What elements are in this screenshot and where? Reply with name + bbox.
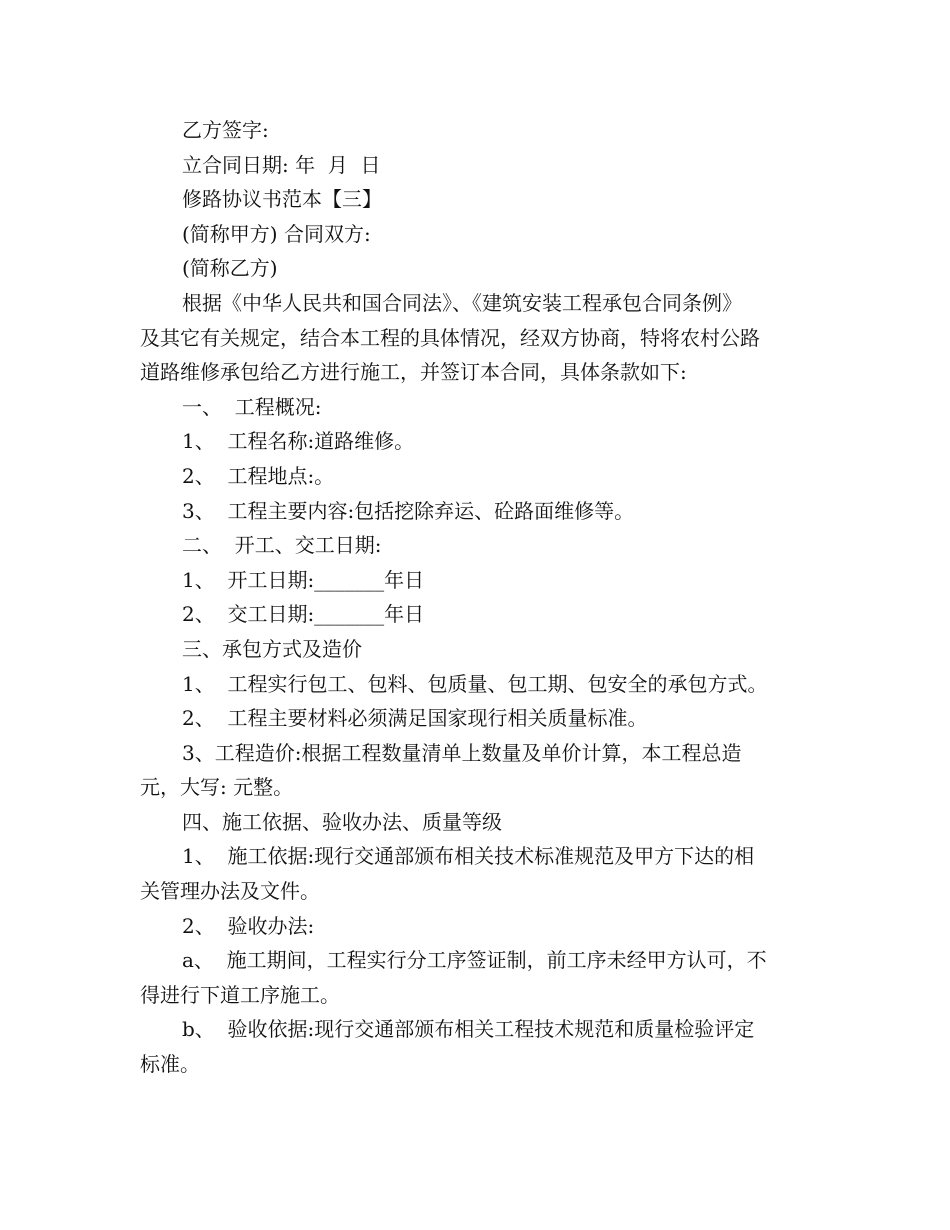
list-item: 2、 工程主要材料必须满足国家现行相关质量标准。 (182, 706, 648, 731)
text-line: 道路维修承包给乙方进行施工，并签订本合同，具体条款如下: (140, 360, 687, 385)
text-line: 得进行下道工序施工。 (140, 982, 340, 1007)
list-item: 2、 交工日期:_______年日 (182, 602, 425, 627)
section-heading: 四、施工依据、验收办法、质量等级 (182, 809, 502, 834)
list-item: 3、工程造价:根据工程数量清单上数量及单价计算，本工程总造 (182, 740, 742, 765)
text-line: (简称乙方) (182, 256, 278, 281)
list-item: 1、 开工日期:_______年日 (182, 567, 425, 592)
text-line: 乙方签字: (182, 118, 269, 142)
text-line: 根据《中华人民共和国合同法》、《建筑安装工程承包合同条例》 (182, 290, 742, 315)
text-line: 及其它有关规定，结合本工程的具体情况，经双方协商，特将农村公路 (140, 325, 760, 350)
text-line: 标准。 (140, 1052, 200, 1077)
section-heading: 三、承包方式及造价 (182, 636, 362, 661)
list-item: 2、 验收办法: (182, 913, 315, 938)
section-title: 修路协议书范本【三】 (182, 187, 382, 212)
document-body (140, 113, 820, 1082)
list-item: 1、 工程实行包工、包料、包质量、包工期、包安全的承包方式。 (182, 671, 768, 696)
list-item: 1、 工程名称:道路维修。 (182, 429, 415, 454)
text-line: 关管理办法及文件。 (140, 879, 320, 904)
section-heading: 二、 开工、交工日期: (182, 533, 382, 558)
list-item: 2、 工程地点:。 (182, 463, 335, 488)
list-item: 1、 施工依据:现行交通部颁布相关技术标准规范及甲方下达的相 (182, 844, 755, 869)
list-item: a、 施工期间，工程实行分工序签证制，前工序未经甲方认可，不 (182, 948, 767, 973)
list-item: b、 验收依据:现行交通部颁布相关工程技术规范和质量检验评定 (182, 1017, 755, 1042)
text-line: 元，大写: 元整。 (140, 775, 294, 800)
section-heading: 一、 工程概况: (182, 394, 322, 419)
text-line: 立合同日期: 年 月 日 (182, 152, 381, 177)
text-line: (简称甲方) 合同双方: (182, 221, 371, 246)
list-item: 3、 工程主要内容:包括挖除弃运、砼路面维修等。 (182, 498, 635, 523)
